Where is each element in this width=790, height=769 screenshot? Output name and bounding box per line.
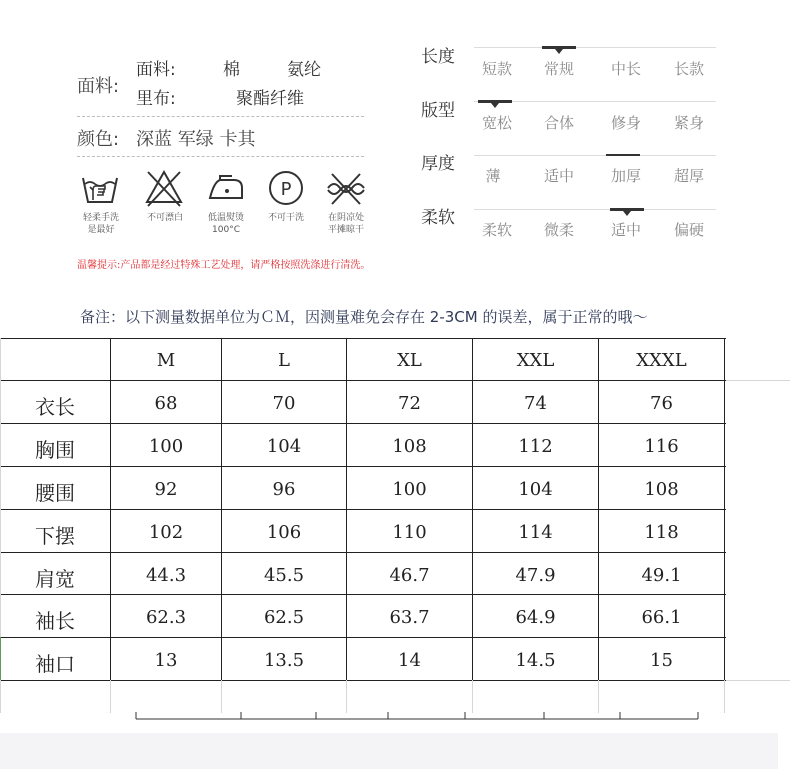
table-edge: [598, 680, 599, 713]
table-cell: 14: [398, 650, 421, 671]
table-cell: 72: [398, 393, 421, 414]
table-col-rule: [472, 338, 473, 680]
hand-wash-icon: [80, 168, 120, 208]
indicator-option: 偏硬: [673, 221, 704, 239]
table-cell: 76: [650, 393, 673, 414]
svg-text:P: P: [280, 179, 292, 200]
no-wring-icon: [326, 168, 366, 208]
table-cell: 49.1: [641, 565, 682, 586]
care-warning: 温馨提示:产品都是经过特殊工艺处理，请严格按照洗涤进行清洗。: [77, 260, 371, 271]
care-text-iron: 低温熨烫 100°C: [207, 213, 244, 235]
table-cell: 64.9: [515, 607, 556, 628]
indicator-option: 常规: [543, 60, 574, 78]
size-header-l: L: [278, 350, 290, 371]
table-cell: 106: [266, 522, 302, 543]
table-cell: 68: [154, 393, 178, 414]
indicator-rail: [474, 155, 716, 156]
care-text-no-dry-clean: 不可干洗: [267, 213, 304, 223]
table-cell: 63.7: [389, 607, 430, 628]
table-cell: 92: [154, 479, 178, 500]
indicator-option: 适中: [543, 167, 574, 185]
fabric-divider: [77, 116, 364, 117]
indicator-option: 柔软: [481, 221, 512, 239]
table-cell: 45.5: [263, 565, 305, 586]
indicator-option: 超厚: [673, 167, 704, 185]
row-label-hem: 下摆: [35, 524, 75, 548]
table-cell: 46.7: [389, 565, 430, 586]
indicator-label: 柔软: [421, 208, 455, 228]
table-col-rule: [110, 338, 111, 680]
table-cell: 74: [524, 393, 547, 414]
indicator-option: 长款: [673, 60, 704, 78]
table-edge: [221, 680, 222, 713]
table-cell: 13.5: [263, 650, 305, 671]
table-cell: 70: [272, 393, 296, 414]
table-col-rule: [346, 338, 347, 680]
indicator-rail: [474, 209, 716, 210]
lining-fabric-label: 里布:: [136, 89, 176, 109]
measurement-note: 备注：以下测量数据单位为ＣＭ，因测量难免会存在 2-3CM 的误差，属于正常的哦～: [80, 308, 648, 326]
indicator-option: 合体: [543, 114, 574, 132]
indicator-option: 加厚: [610, 167, 641, 185]
table-rule: [0, 637, 726, 638]
size-header-xl: XL: [397, 350, 422, 371]
table-edge: [726, 380, 790, 381]
color-label: 颜色:: [77, 129, 120, 150]
dry-clean-p-icon: [266, 168, 306, 208]
table-rule: [0, 466, 726, 467]
table-cell: 116: [644, 436, 679, 457]
footer-strip: [0, 733, 778, 769]
table-cell: 66.1: [641, 607, 682, 628]
table-cell: 114: [518, 522, 553, 543]
row-label-length: 衣长: [35, 395, 75, 419]
fabric-label: 面料:: [77, 76, 120, 97]
indicator-selected-marker: [542, 46, 576, 49]
indicator-label: 厚度: [421, 154, 455, 174]
indicator-label: 长度: [421, 47, 455, 67]
table-col-rule: [598, 338, 599, 680]
row-label-waist: 腰围: [35, 481, 75, 505]
table-cell: 104: [518, 479, 553, 500]
table-cell: 14.5: [515, 650, 556, 671]
indicator-label: 版型: [421, 101, 455, 121]
table-rule: [0, 594, 726, 595]
table-cell: 62.5: [263, 607, 305, 628]
outer-material-1: 棉: [223, 60, 240, 80]
table-cell: 100: [392, 479, 427, 500]
table-cell: 96: [272, 479, 296, 500]
indicator-option: 短款: [481, 60, 512, 78]
lining-material: 聚酯纤维: [236, 89, 304, 109]
indicator-option: 紧身: [673, 114, 704, 132]
indicator-selected-marker: [478, 100, 512, 103]
indicator-option: 修身: [610, 114, 641, 132]
table-col-rule: [221, 338, 222, 680]
table-edge: [110, 680, 111, 713]
table-cell: 62.3: [145, 607, 187, 628]
table-cell: 104: [266, 436, 302, 457]
table-cell: 47.9: [515, 565, 556, 586]
color-divider: [77, 156, 364, 157]
indicator-selected-marker: [610, 208, 644, 211]
indicator-option: 中长: [610, 60, 641, 78]
outer-fabric-label: 面料:: [136, 60, 176, 80]
table-edge: [724, 680, 725, 713]
color-values: 深蓝 军绿 卡其: [136, 129, 256, 150]
table-cell: 108: [392, 436, 427, 457]
table-edge: [346, 680, 347, 713]
care-text-hand-wash: 轻柔手洗 是最好: [82, 213, 119, 235]
indicator-rail: [474, 47, 716, 48]
table-edge: [0, 637, 1, 680]
table-rule: [0, 338, 726, 339]
care-text-no-wring: 在阴凉处 平摊晾干: [327, 213, 364, 235]
bottom-ruler: [130, 710, 705, 724]
table-rule: [0, 680, 726, 681]
table-cell: 13: [154, 650, 178, 671]
table-rule: [0, 380, 726, 381]
table-cell: 112: [518, 436, 553, 457]
size-header-xxl: XXL: [516, 350, 555, 371]
table-cell: 100: [148, 436, 184, 457]
table-edge: [472, 680, 473, 713]
iron-low-icon: [206, 168, 246, 208]
table-rule: [0, 423, 726, 424]
indicator-option: 薄: [485, 167, 501, 185]
outer-material-2: 氨纶: [287, 60, 321, 80]
care-text-no-bleach: 不可漂白: [146, 213, 183, 223]
size-header-xxxl: XXXL: [636, 350, 687, 371]
row-label-cuff: 袖口: [35, 652, 75, 676]
indicator-selected-marker: [606, 154, 640, 156]
row-label-sleeve: 袖长: [35, 609, 75, 633]
table-rule: [0, 552, 726, 553]
table-cell: 15: [650, 650, 673, 671]
row-label-shoulder: 肩宽: [35, 567, 75, 591]
indicator-option: 微柔: [543, 221, 574, 239]
table-rule: [0, 509, 726, 510]
table-edge: [726, 680, 790, 681]
indicator-option: 适中: [610, 221, 641, 239]
indicator-option: 宽松: [481, 114, 512, 132]
table-col-rule: [724, 338, 725, 680]
table-cell: 110: [392, 522, 427, 543]
table-cell: 44.3: [145, 565, 187, 586]
size-header-m: M: [156, 350, 176, 371]
table-cell: 108: [644, 479, 679, 500]
row-label-chest: 胸围: [35, 438, 75, 462]
no-bleach-icon: [144, 168, 184, 208]
table-cell: 118: [644, 522, 679, 543]
table-cell: 102: [148, 522, 184, 543]
